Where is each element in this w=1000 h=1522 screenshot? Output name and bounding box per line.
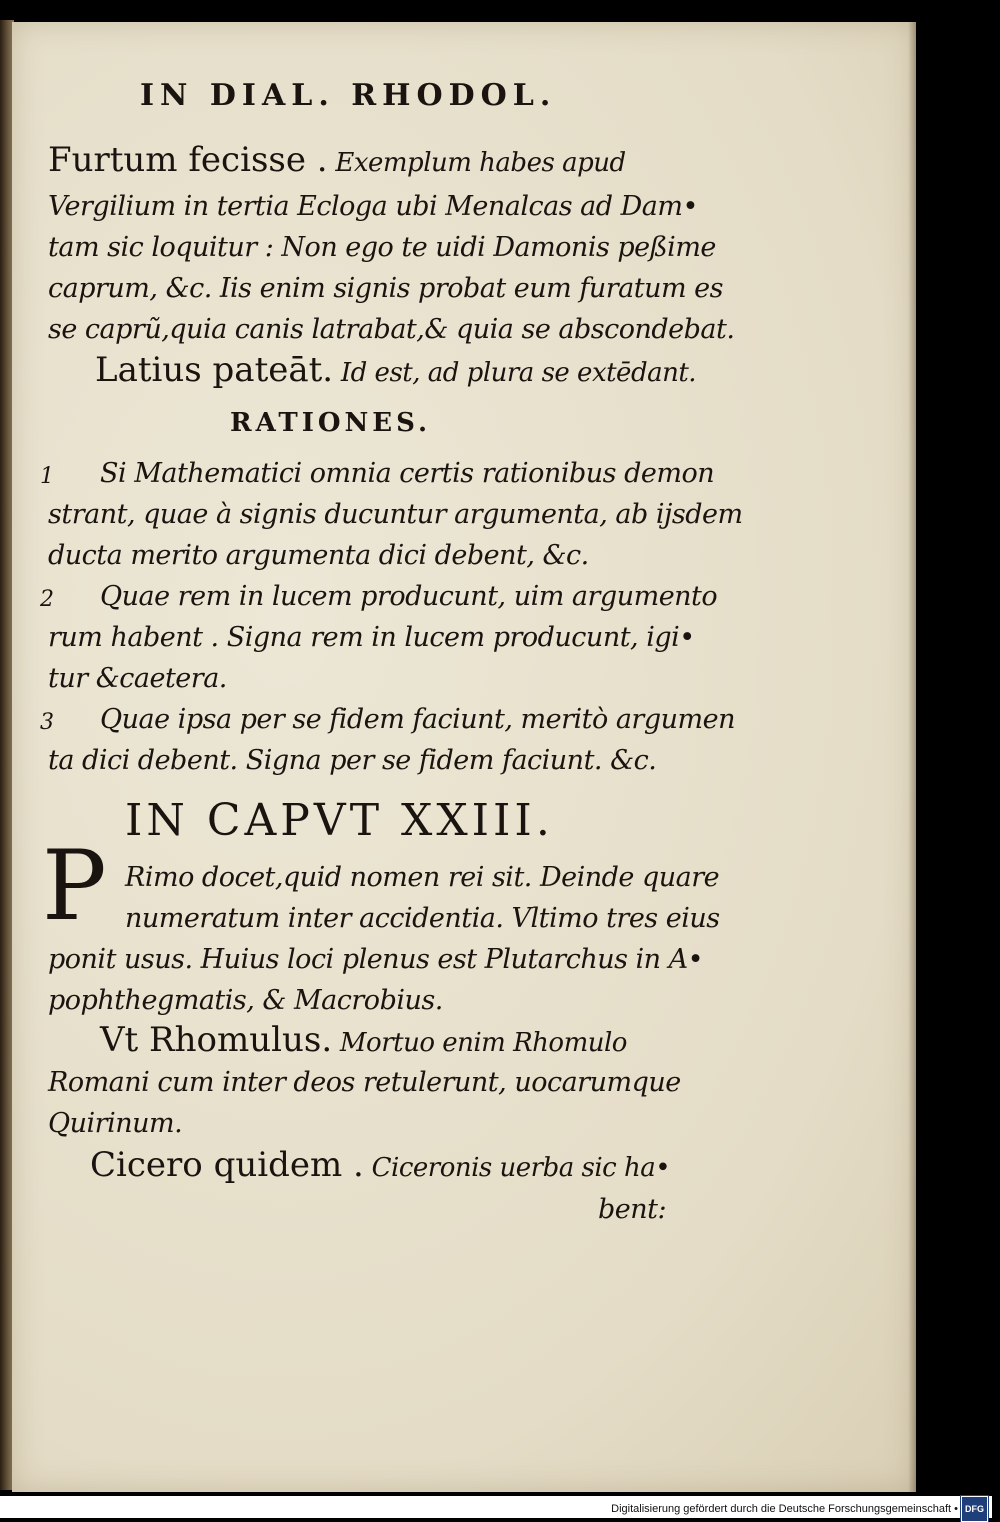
commentary-text: Mortuo enim Rhomulo [332,1028,627,1058]
rhomulus-line-2: Romani cum inter deos retulerunt, uocarumque [48,1067,681,1098]
text-line-3: tam sic loquitur : Non ego te uidi Damonis peßime [48,232,716,263]
text-line-4: caprum, &c. Iis enim signis probat eum furatum es [48,273,724,304]
primo-line-3: ponit usus. Huius loci plenus est Plutarchus in A• [48,944,704,975]
ratio-number: 3 [40,710,54,735]
ratio-1-line-1: Si Mathematici omnia certis rationibus demon [100,458,715,489]
ratio-2-line-3: tur &caetera. [48,663,227,694]
primo-line-2: numeratum inter accidentia. Vltimo tres eius [125,903,720,934]
text-line-latius [95,350,696,390]
rhomulus-line-3: Quirinum. [48,1108,183,1139]
page-edge-shadow [908,22,916,1492]
chapter-heading: IN CAPVT XXIII. [125,795,554,846]
dfg-logo: DFG [961,1496,988,1522]
lemma-furtum: Furtum fecisse . [48,140,328,180]
text-line-rhomulus [100,1020,627,1060]
ratio-number: 1 [40,464,54,489]
ratio-1-line-2: strant, quae à signis ducuntur argumenta, ab ijsdem [48,499,743,530]
footer-credit: Digitalisierung gefördert durch die Deutsche Forschungsgemeinschaft • [611,1503,958,1515]
running-header: IN DIAL. RHODOL. [140,78,557,113]
primo-line-1: Rimo docet,quid nomen rei sit. Deinde quare [125,862,720,893]
ratio-2-line-1: Quae rem in lucem producunt, uim argumento [100,581,718,612]
ratio-number: 2 [40,587,54,612]
text-line-2: Vergilium in tertia Ecloga ubi Menalcas ad Dam• [48,191,698,222]
ratio-3-line-1: Quae ipsa per se fidem faciunt, meritò argumen [100,704,735,735]
ratio-3-line-2: ta dici debent. Signa per se fidem faciunt. &c. [48,745,657,776]
drop-cap-initial: P [42,830,107,942]
commentary-text: Ciceronis uerba sic ha• [363,1153,671,1183]
commentary-text: Id est, ad plura se extēdant. [333,358,697,388]
rationes-heading: RATIONES. [230,408,432,438]
ratio-2-line-2: rum habent . Signa rem in lucem producunt, igi• [48,622,695,653]
commentary-text: Exemplum habes apud [327,148,626,178]
lemma-rhomulus: Vt Rhomulus. [100,1020,333,1060]
text-line-1 [48,140,626,180]
primo-line-4: pophthegmatis, & Macrobius. [48,985,443,1016]
catchword: bent: [598,1194,667,1225]
ratio-1-line-3: ducta merito argumenta dici debent, &c. [48,540,589,571]
lemma-latius: Latius pateāt. [95,350,334,390]
text-line-cicero [90,1145,670,1185]
text-line-5: se caprũ,quia canis latrabat,& quia se abscondebat. [48,314,735,345]
digitization-footer [0,1496,992,1518]
lemma-cicero: Cicero quidem . [90,1145,364,1185]
